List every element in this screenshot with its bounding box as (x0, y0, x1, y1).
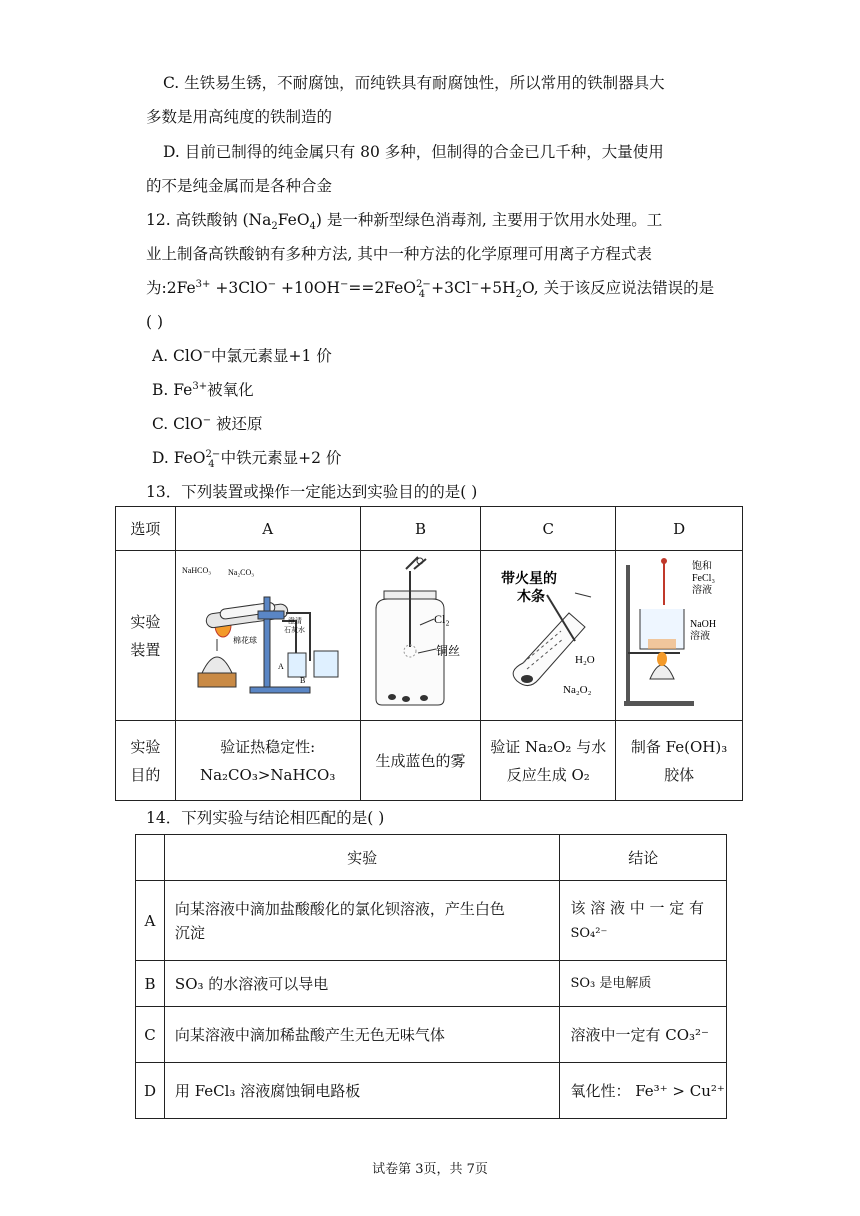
q13-header-row (116, 507, 743, 551)
q14-row-a (136, 881, 727, 961)
q13-purpose-label: 实验 目的 (116, 721, 176, 801)
heating-apparatus-figure (178, 551, 358, 711)
q13-table (115, 506, 743, 801)
label-na2o2: Na₂O₂ (563, 684, 592, 696)
option-d-line1: D. 目前已制得的纯金属只有 80 多种，但制得的合金已几千种，大量使用 (163, 143, 664, 161)
q14-row-b (136, 961, 727, 1007)
q13-apparatus-row (116, 551, 743, 721)
q13-apparatus-label: 实验 装置 (116, 551, 176, 721)
label-cotton: 棉花球 (232, 636, 257, 645)
q12-option-a[interactable]: A. ClO−中氯元素显+1 价 (152, 346, 332, 365)
label-copper-wire: 铜丝 (436, 644, 461, 658)
q13-figure-a (175, 551, 360, 721)
label-clear: 澄清 (287, 617, 302, 625)
page-footer: 试卷第 3页，共 7页 (372, 1162, 488, 1177)
label-h2o: H₂O (575, 654, 595, 666)
label-na2co3: Na₂CO₃ (227, 568, 254, 577)
q14-header-experiment: 实验 (164, 835, 560, 881)
q14-row-d (136, 1063, 727, 1119)
q13-purpose-d: 制备 Fe(OH)₃ 胶体 (616, 721, 743, 801)
q13-header-d: D (616, 507, 743, 551)
q12-equation: 为$:2Fe^{3+} +3ClO^- +10OH^-==2FeO^{2-}_4 +3Cl^-+5H_2O$, 关于该反应说法错误的是 (146, 278, 715, 301)
q13-figure-d (616, 551, 743, 721)
beaker-figure (618, 551, 740, 711)
label-solution-2: 溶液 (690, 631, 711, 642)
q13-purpose-row (116, 721, 743, 801)
q14-row-a-key: A (136, 881, 165, 961)
q13-figure-c (481, 551, 616, 721)
q14-header-key (136, 835, 165, 881)
q13-stem: 13．下列装置或操作一定能达到实验目的的是( ) (146, 483, 478, 501)
q14-row-b-key: B (136, 961, 165, 1007)
label-cl2: Cl₂ (434, 612, 450, 626)
q12-option-d[interactable]: D. FeO$^{2-}_4$ 中铁元素显+2 价 (152, 448, 342, 471)
q14-row-c-experiment: 向某溶液中滴加稀盐酸产生无色无味气体 (164, 1007, 560, 1063)
q12-line1: 12. 高铁酸钠 $(Na_2FeO_4)$ 是一种新型绿色消毒剂, 主要用于饮用水处理。工 (146, 211, 663, 233)
label-nahco3: NaHCO₃ (181, 566, 211, 575)
bottle-figure (362, 551, 478, 711)
q14-row-c (136, 1007, 727, 1063)
test-tube-figure (483, 551, 613, 711)
option-c-line2: 多数是用高纯度的铁制造的 (146, 108, 333, 126)
q14-header-conclusion: 结论 (560, 835, 727, 881)
q14-row-a-conclusion: 该 溶 液 中 一 定 有 SO₄²⁻ (560, 881, 727, 961)
q14-row-b-experiment: SO₃ 的水溶液可以导电 (164, 961, 560, 1007)
label-naoh: NaOH (690, 619, 717, 630)
option-c-line1: C. 生铁易生锈，不耐腐蚀，而纯铁具有耐腐蚀性，所以常用的铁制器具大 (163, 74, 665, 92)
q14-row-c-conclusion: 溶液中一定有 CO₃²⁻ (560, 1007, 727, 1063)
q12-line2: 业上制备高铁酸钠有多种方法, 其中一种方法的化学原理可用离子方程式表 (146, 245, 652, 263)
q12-option-b[interactable]: B. $Fe^{3+}$被氧化 (152, 380, 254, 399)
label-limewater: 石灰水 (283, 626, 305, 634)
q14-row-d-experiment: 用 FeCl₃ 溶液腐蚀铜电路板 (164, 1063, 560, 1119)
label-b: B (299, 676, 305, 685)
q13-figure-b (360, 551, 481, 721)
q12-option-c[interactable]: C. ClO− 被还原 (152, 414, 263, 433)
label-glowing-splint: 带火星的 (501, 572, 558, 587)
q13-header-b: B (360, 507, 481, 551)
label-a: A (277, 662, 284, 671)
q13-header-a: A (175, 507, 360, 551)
q14-table (135, 834, 727, 1119)
q14-stem: 14．下列实验与结论相匹配的是( ) (146, 809, 385, 827)
q14-row-c-key: C (136, 1007, 165, 1063)
option-d-line2: 的不是纯金属而是各种合金 (146, 177, 333, 195)
q13-purpose-a: 验证热稳定性: Na₂CO₃>NaHCO₃ (175, 721, 360, 801)
label-solution-1: 溶液 (692, 585, 713, 596)
q14-row-a-experiment: 向某溶液中滴加盐酸酸化的氯化钡溶液，产生白色 沉淀 (164, 881, 560, 961)
label-splint: 木条 (517, 590, 546, 605)
q13-purpose-b: 生成蓝色的雾 (360, 721, 481, 801)
q14-row-d-key: D (136, 1063, 165, 1119)
q14-header-row (136, 835, 727, 881)
q13-header-c: C (481, 507, 616, 551)
q14-row-b-conclusion: SO₃ 是电解质 (560, 961, 727, 1007)
label-saturated: 饱和 (692, 561, 713, 572)
q14-row-d-conclusion: 氧化性： Fe³⁺ > Cu²⁺ (560, 1063, 727, 1119)
q13-header-option: 选项 (116, 507, 176, 551)
q12-answer-paren: ( ) (146, 313, 164, 331)
q13-purpose-c: 验证 Na₂O₂ 与水 反应生成 O₂ (481, 721, 616, 801)
label-fecl3: FeCl₃ (692, 573, 716, 584)
